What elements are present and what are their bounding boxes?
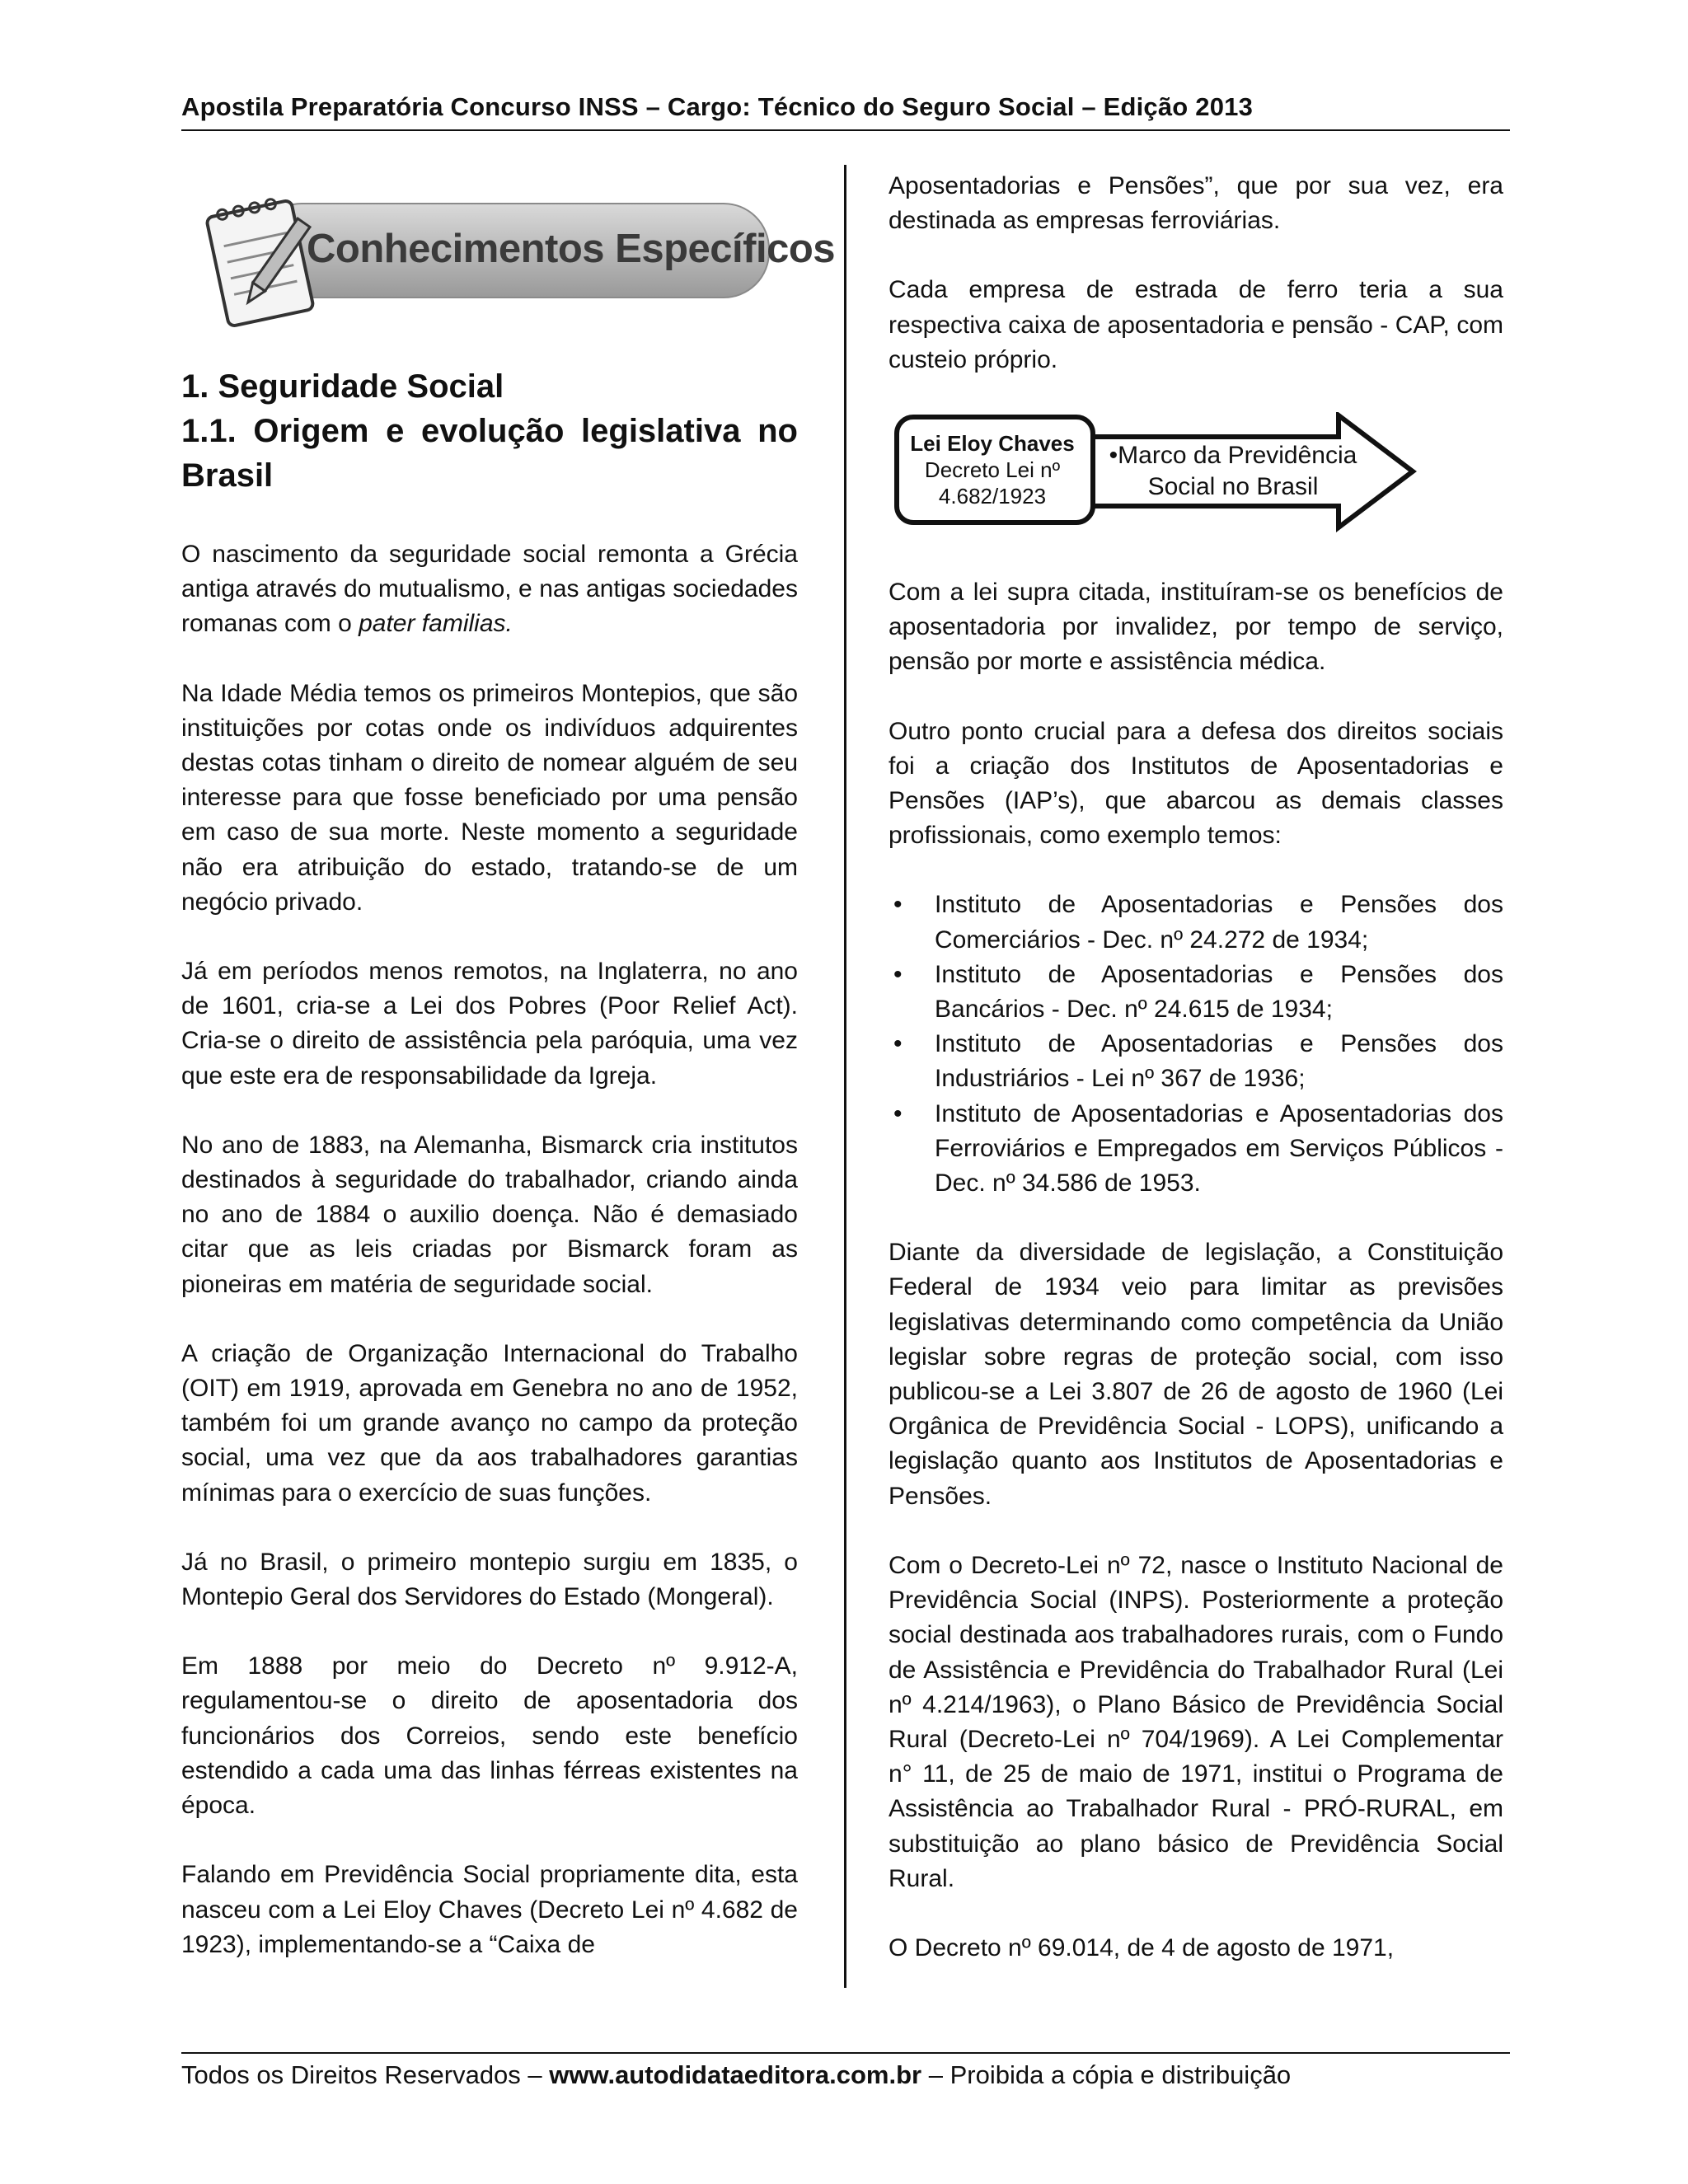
iap-list [889, 888, 1503, 1201]
section-subtitle [181, 409, 798, 498]
paragraph: Em 1888 por meio do Decreto nº 9.912-A, regulamentou-se o direito de aposentadoria dos funcionários dos Correios, sendo este benefício estendido a cada uma das linhas férreas existentes na época. [181, 1652, 798, 1820]
list-item: • Instituto de Aposentadorias e Pensões dos Comerciários - Dec. nº 24.272 de 1934; [889, 888, 1503, 957]
paragraph: Outro ponto crucial para a defesa dos direitos sociais foi a criação dos Institutos de Aposentadorias e Pensões (IAP’s), que abarcou as demais classes profissionais, como exemplo temos: [889, 717, 1503, 850]
page-header: Apostila Preparatória Concurso INSS – Cargo: Técnico do Seguro Social – Edição 2013 [181, 92, 1254, 121]
notepad-pencil-icon [198, 190, 321, 330]
column-divider [844, 165, 846, 1988]
paragraph [181, 537, 798, 642]
footer-suffix: – Proibida a cópia e distribuição [921, 2060, 1292, 2089]
header-divider [181, 129, 1510, 131]
list-item: • Instituto de Aposentadorias e Pensões dos Bancários - Dec. nº 24.615 de 1934; [889, 958, 1503, 1027]
banner-title: Conhecimentos Específicos [307, 227, 836, 271]
paragraph: Já no Brasil, o primeiro montepio surgiu em 1835, o Montepio Geral dos Servidores do Estado (Mongeral). [181, 1548, 798, 1611]
paragraph-text: O nascimento da seguridade social remonta a Grécia antiga através do mutualismo, e nas antigas sociedades romanas com o [181, 541, 798, 638]
list-item: • Instituto de Aposentadorias e Aposentadorias dos Ferroviários e Empregados em Serviços Públicos - Dec. nº 34.586 de 1953. [889, 1097, 1503, 1202]
paragraph: Com a lei supra citada, instituíram-se os benefícios de aposentadoria por invalidez, por tempo de serviço, pensão por morte e assistência médica. [889, 579, 1503, 676]
footer-prefix: Todos os Direitos Reservados – [181, 2060, 550, 2089]
paragraph: O Decreto nº 69.014, de 4 de agosto de 1971, [889, 1933, 1395, 1961]
left-column [181, 165, 836, 1997]
section-subtitle-main: 1.1. Origem e evolução legislativa no [181, 413, 798, 449]
eloy-chaves-diagram [893, 412, 1503, 541]
paragraph: Diante da diversidade de legislação, a Constituição Federal de 1934 veio para limitar as previsões legislativas determinando como competência da União legislar sobre regras de proteção social, com isso publicou-se a Lei 3.807 de 26 de agosto de 1960 (Lei Orgânica de Previdência Social - LOPS), unificando a legislação quanto aos Institutos de Aposentadorias e Pensões. [889, 1239, 1503, 1510]
paragraph: Já em períodos menos remotos, na Inglaterra, no ano de 1601, cria-se a Lei dos Pobres (Poor Relief Act). Cria-se o direito de assistência pela paróquia, uma vez que este era de responsabilidade da Igreja. [181, 958, 798, 1090]
paragraph: Falando em Previdência Social propriamente dita, esta nasceu com a Lei Eloy Chaves (Decreto Lei nº 4.682 de 1923), implementando-se a “Caixa de [181, 1861, 798, 1958]
section-title: 1. Seguridade Social [181, 368, 504, 405]
italic-term: pater familias. [359, 610, 513, 638]
footer-divider [181, 2052, 1510, 2054]
paragraph: Com o Decreto-Lei nº 72, nasce o Instituto Nacional de Previdência Social (INPS). Posteriormente a proteção social destinada aos trabalhadores rurais, com o Fundo de Assistência e Previdência do Trabalhador Rural (Lei nº 4.214/1963), o Plano Básico de Previdência Social Rural (Decreto-Lei nº 704/1969). A Lei Complementar n° 11, de 25 de maio de 1971, institui o Programa de Assistência ao Trabalhador Rural - PRÓ-RURAL, em substituição ao plano básico de Previdência Social Rural. [889, 1551, 1503, 1892]
paragraph: Aposentadorias e Pensões”, que por sua vez, era destinada as empresas ferroviárias. [889, 172, 1503, 235]
diagram-box-line: 4.682/1923 [938, 484, 1047, 509]
paragraph: No ano de 1883, na Alemanha, Bismarck cria institutos destinados à seguridade do trabalhador, criando ainda no ano de 1884 o auxilio doença. Não é demasiado citar que as leis criadas por Bismarck foram as pioneiras em matéria de seguridade social. [181, 1131, 798, 1298]
section-subtitle-last: Brasil [181, 457, 274, 494]
right-column [889, 169, 1503, 2000]
paragraph: Na Idade Média temos os primeiros Montepios, que são instituições por cotas onde os indivíduos adquirentes destas cotas tinham o direito de nomear alguém de seu interesse para que fosse beneficiado por uma pensão em caso de sua morte. Neste momento a seguridade não era atribuição do estado, tratando-se de um negócio privado. [181, 679, 798, 916]
diagram-arrow-text: •Marco da Previdência Social no Brasil [1109, 442, 1357, 501]
diagram-box-title: Lei Eloy Chaves [910, 431, 1075, 457]
page-footer [181, 2060, 1291, 2090]
section-banner [190, 181, 836, 330]
paragraph: Cada empresa de estrada de ferro teria a sua respectiva caixa de aposentadoria e pensão - CAP, com custeio próprio. [889, 276, 1503, 373]
diagram-box-line: Decreto Lei nº [924, 457, 1061, 483]
list-item: • Instituto de Aposentadorias e Pensões dos Industriários - Lei nº 367 de 1936; [889, 1027, 1503, 1096]
diagram-box-text [897, 430, 1088, 509]
footer-website-link[interactable]: www.autodidataeditora.com.br [549, 2060, 922, 2089]
paragraph: A criação de Organização Internacional do Trabalho (OIT) em 1919, aprovada em Genebra no ano de 1952, também foi um grande avanço no campo da proteção social, uma vez que da aos trabalhadores garantias mínimas para o exercício de suas funções. [181, 1339, 798, 1507]
